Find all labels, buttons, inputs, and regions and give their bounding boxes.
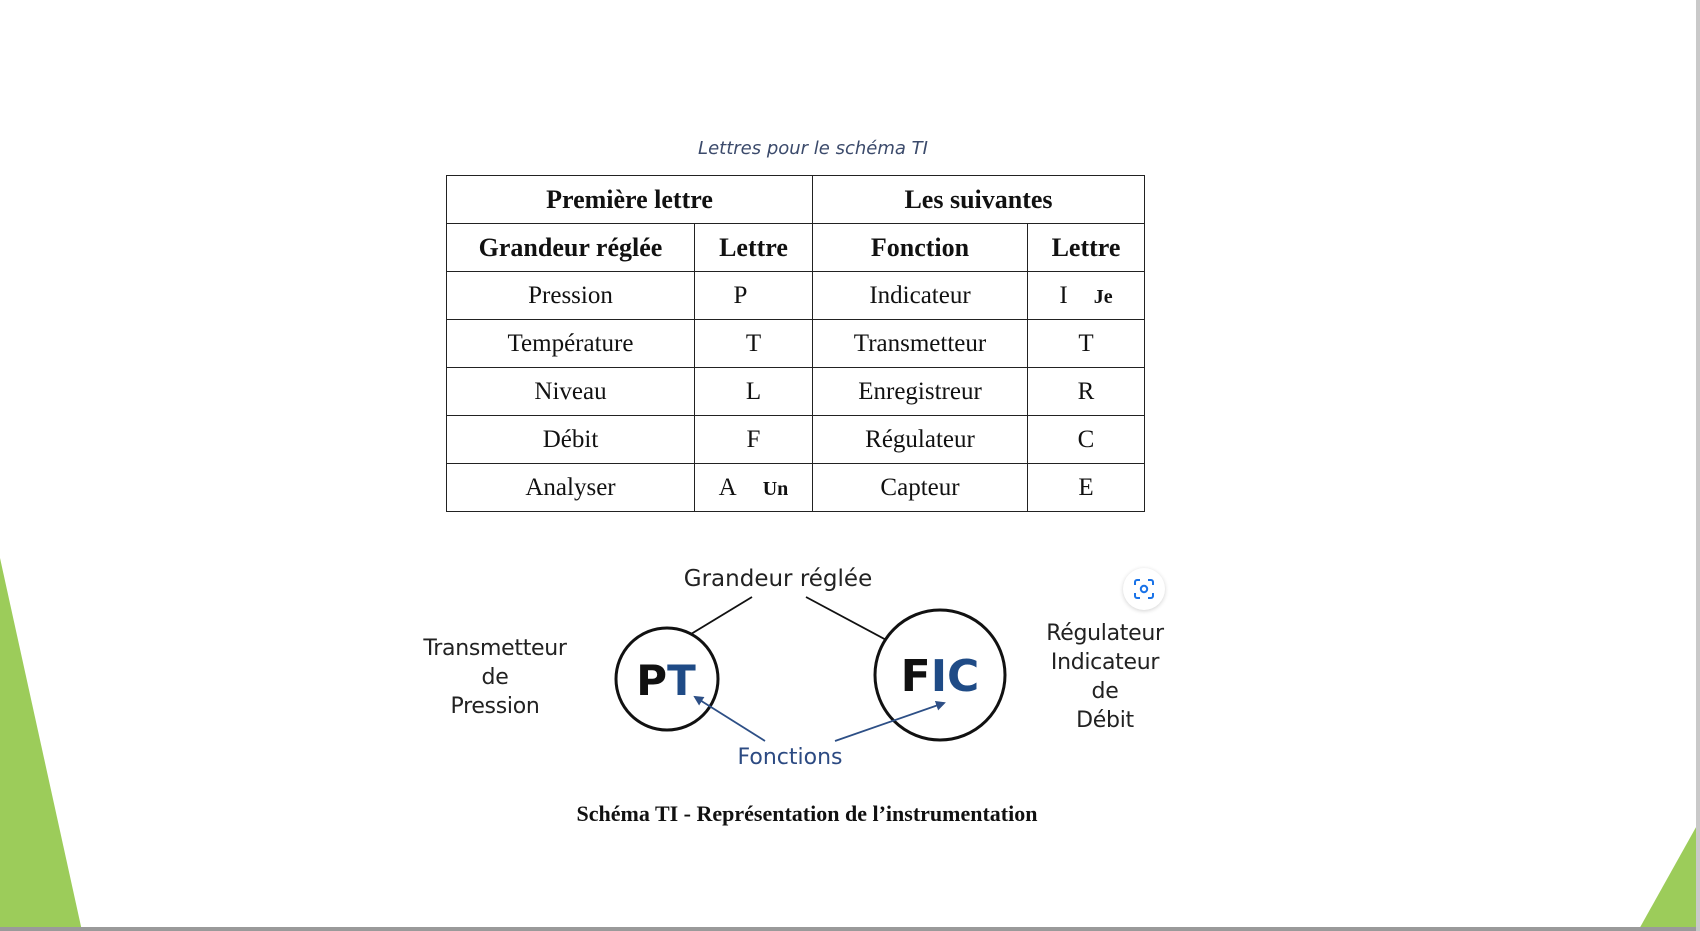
header-grandeur-reglee: Grandeur réglée (447, 224, 695, 272)
fic-function-letters: IC (930, 651, 980, 702)
header-premiere-lettre: Première lettre (447, 176, 813, 224)
header-lettre-2: Lettre (1028, 224, 1145, 272)
arrow-fonctions-to-pt (695, 697, 765, 741)
cell-grandeur: Analyser (447, 464, 695, 512)
cell-fonction: Indicateur (813, 272, 1028, 320)
pt-description-line: Pression (450, 694, 540, 719)
letter: E (1078, 473, 1094, 501)
fic-description-line: Débit (1076, 708, 1134, 733)
fic-first-letter: F (900, 651, 931, 702)
cell-grandeur: Niveau (447, 368, 695, 416)
visual-search-button[interactable] (1123, 568, 1165, 610)
pt-description-line: de (481, 665, 509, 690)
cell-grandeur: Débit (447, 416, 695, 464)
pt-description-line: Transmetteur (423, 636, 567, 661)
fic-description (1020, 619, 1190, 735)
cell-grandeur: Température (447, 320, 695, 368)
pt-tag (636, 656, 696, 705)
grandeur-reglee-label: Grandeur réglée (683, 566, 873, 592)
fic-tag (901, 651, 980, 702)
letter: C (1077, 425, 1095, 453)
table-caption: Lettres pour le schéma TI (698, 138, 928, 159)
fonctions-label: Fonctions (737, 745, 843, 770)
cell-fonction: Capteur (813, 464, 1028, 512)
header-lettre-1: Lettre (695, 224, 813, 272)
letter: I (1059, 281, 1068, 309)
schema-caption: Schéma TI - Représentation de l’instrumentation (576, 801, 1038, 826)
letter: T (1078, 329, 1094, 357)
letter: T (745, 329, 762, 357)
letter: P (733, 281, 748, 309)
fic-description-line: Régulateur (1046, 621, 1164, 646)
cell-grandeur: Pression (447, 272, 695, 320)
letter: R (1077, 377, 1095, 405)
letter-note: Un (762, 477, 789, 500)
fic-description-line: Indicateur (1050, 650, 1160, 675)
pt-first-letter: P (636, 656, 668, 705)
visual-search-icon (1132, 577, 1156, 601)
letter-note: Je (1093, 285, 1113, 308)
pt-function-letters: T (667, 656, 696, 705)
letter: L (745, 377, 762, 405)
header-les-suivantes: Les suivantes (813, 176, 1145, 224)
header-fonction: Fonction (813, 224, 1028, 272)
fic-description-line: de (1091, 679, 1119, 704)
letter: A (718, 473, 737, 501)
cell-fonction: Transmetteur (813, 320, 1028, 368)
cell-fonction: Régulateur (813, 416, 1028, 464)
cell-fonction: Enregistreur (813, 368, 1028, 416)
pt-description (400, 634, 590, 721)
letter: F (746, 425, 761, 453)
